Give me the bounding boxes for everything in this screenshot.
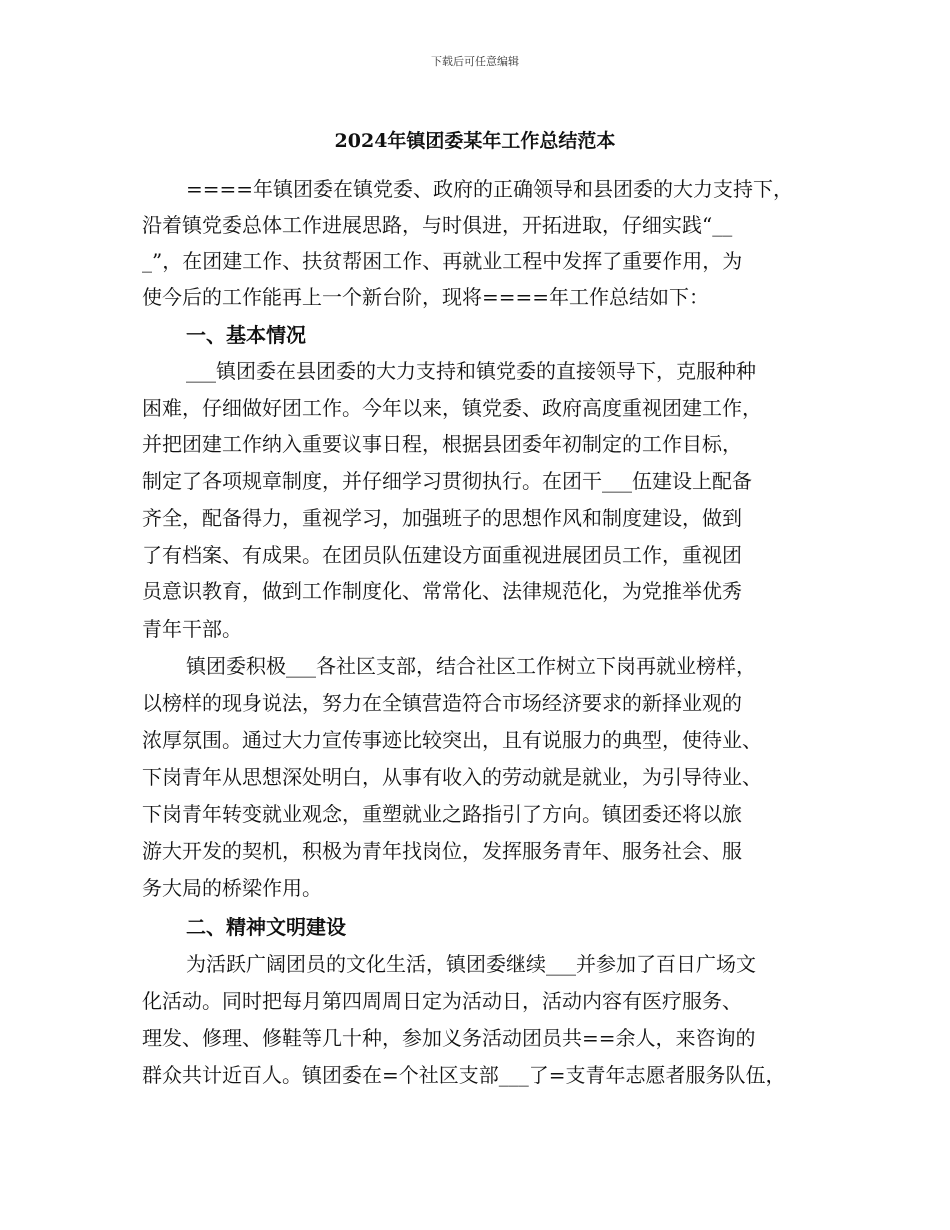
- paragraph-line: 使今后的工作能再上一个新台阶，现将====年工作总结如下：: [142, 285, 710, 309]
- paragraph-line: 为活跃广阔团员的文化生活，镇团委继续___并参加了百日广场文: [186, 952, 756, 976]
- paragraph-line: 员意识教育，做到工作制度化、常常化、法律规范化，为党推举优秀: [142, 579, 742, 603]
- paragraph-line: ====年镇团委在镇党委、政府的正确领导和县团委的大力支持下，: [186, 177, 794, 201]
- paragraph-line: 务大局的桥梁作用。: [142, 876, 322, 900]
- paragraph-line: 下岗青年从思想深处明白，从事有收入的劳动就是就业，为引导待业、: [142, 765, 762, 789]
- paragraph-line: 以榜样的现身说法，努力在全镇营造符合市场经济要求的新择业观的: [142, 691, 742, 715]
- paragraph-line: _”，在团建工作、扶贫帮困工作、再就业工程中发挥了重要作用，为: [142, 249, 743, 273]
- paragraph-line: 游大开发的契机，积极为青年找岗位，发挥服务青年、服务社会、服: [142, 839, 742, 863]
- paragraph-line: 浓厚氛围。通过大力宣传事迹比较突出，且有说服力的典型，使待业、: [142, 728, 762, 752]
- paragraph-line: 困难，仔细做好团工作。今年以来，镇党委、政府高度重视团建工作，: [142, 396, 762, 420]
- paragraph-line: 齐全，配备得力，重视学习，加强班子的思想作风和制度建设，做到: [142, 506, 742, 530]
- page-header: 下载后可任意编辑: [431, 55, 519, 68]
- paragraph-line: 下岗青年转变就业观念，重塑就业之路指引了方向。镇团委还将以旅: [142, 802, 742, 826]
- paragraph-line: 制定了各项规章制度，并仔细学习贯彻执行。在团干___伍建设上配备: [142, 469, 752, 493]
- paragraph-line: 了有档案、有成果。在团员队伍建设方面重视进展团员工作，重视团: [142, 543, 742, 567]
- document-title: 2024年镇团委某年工作总结范本: [334, 130, 616, 152]
- paragraph-line: 化活动。同时把每月第四周周日定为活动日，活动内容有医疗服务、: [142, 989, 742, 1013]
- section-heading: 二、精神文明建设: [186, 915, 346, 939]
- paragraph-line: 群众共计近百人。镇团委在=个社区支部___了=支青年志愿者服务队伍，: [142, 1063, 786, 1087]
- paragraph-line: 并把团建工作纳入重要议事日程，根据县团委年初制定的工作目标，: [142, 432, 742, 456]
- paragraph-line: 青年干部。: [142, 617, 242, 641]
- paragraph-line: ___镇团委在县团委的大力支持和镇党委的直接领导下，克服种种: [186, 359, 756, 383]
- paragraph-line: 镇团委积极___各社区支部，结合社区工作树立下岗再就业榜样，: [186, 654, 756, 678]
- paragraph-line: 沿着镇党委总体工作进展思路，与时俱进，开拓进取，仔细实践“__: [142, 213, 733, 237]
- paragraph-line: 理发、修理、修鞋等几十种，参加义务活动团员共==余人，来咨询的: [142, 1026, 756, 1050]
- section-heading: 一、基本情况: [186, 323, 306, 347]
